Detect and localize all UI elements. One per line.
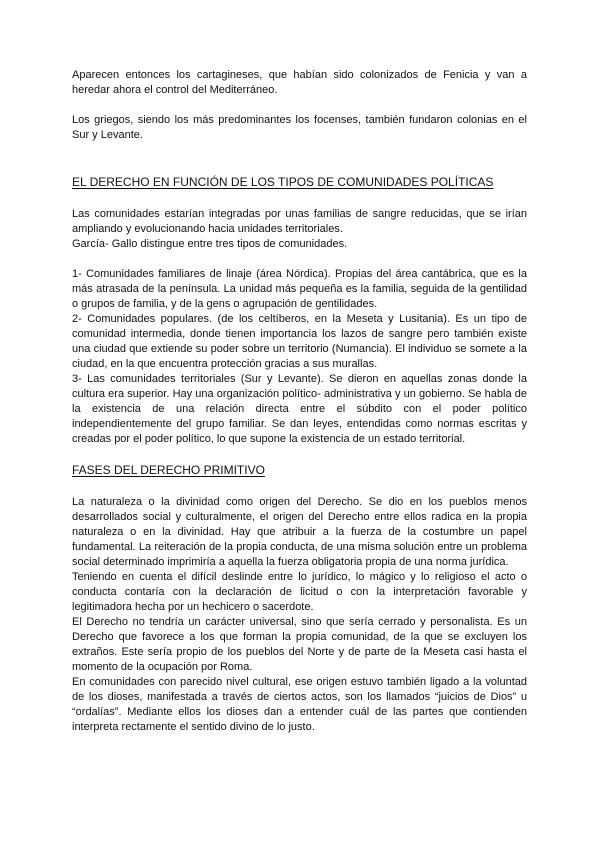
paragraph-naturaleza: La naturaleza o la divinidad como origen del Derecho. Se dio en los pueblos menos desarrollados social y culturalmente, el origen del Derecho entre ellos radica en la propia naturaleza o en la divinidad. Hay que atribuir a la fuerza de la costumbre un papel fundamental. La reiteración de la propia conducta, de una misma solución entre un problema social determinado imprimiría a aquella la fuerza obligatoria propia de una norma jurídica. (72, 496, 527, 568)
paragraph-garcia-gallo: García- Gallo distingue entre tres tipos de comunidades. (72, 238, 348, 250)
paragraph-caracter-universal: El Derecho no tendría un carácter universal, sino que sería cerrado y personalista. Es un Derecho que favorece a los que forman la propia comunidad, de la que se excluyen los extraños. Este sería propio de los pueblos del Norte y de parte de la Meseta casi hasta el momento de la ocupación por Roma. (72, 616, 527, 673)
paragraph-ordalias: En comunidades con parecido nivel cultural, ese origen estuvo también ligado a la voluntad de los dioses, manifestada a través de ciertos actos, son los llamados “juicios de Dios” u “ordalías”. Mediante ellos los dioses dan a entender cuál de las partes que contienden interpreta rectamente el sentido divino de lo justo. (72, 676, 527, 733)
section-heading-comunidades: EL DERECHO EN FUNCIÓN DE LOS TIPOS DE COMUNIDADES POLÍTICAS (72, 175, 494, 189)
paragraph-griegos: Los griegos, siendo los más predominantes los focenses, también fundaron colonias en el Sur y Levante. (72, 114, 527, 141)
list-item-comunidades-familiares: 1- Comunidades familiares de linaje (área Nórdica). Propias del área cantábrica, que es la más atrasada de la península. La unidad más pequeña es la familia, seguida de la gentilidad o grupos de familia, y de la gens o agrupación de gentilidades. (72, 268, 527, 310)
section-heading-fases: FASES DEL DERECHO PRIMITIVO (72, 463, 265, 477)
paragraph-comunidades: Las comunidades estarían integradas por unas familias de sangre reducidas, que se irían ampliando y evolucionando hacia unidades territoriales. (72, 208, 527, 235)
paragraph-cartagineses: Aparecen entonces los cartagineses, que habían sido colonizados de Fenicia y van a heredar ahora el control del Mediterráneo. (72, 69, 527, 96)
list-item-comunidades-territoriales: 3- Las comunidades territoriales (Sur y Levante). Se dieron en aquellas zonas donde la cultura era superior. Hay una organización político- administrativa y un gobierno. Se habla de la existencia de una relación directa entre el súbdito con el poder político independientemente del grupo familiar. Se dan leyes, entendidas como normas escritas y creadas por el poder político, lo que supone la existencia de un estado territorial. (72, 373, 527, 445)
paragraph-deslinde: Teniendo en cuenta el difícil deslinde entre lo jurídico, lo mágico y lo religioso el acto o conducta contaría con la declaración de licitud o con la interpretación favorable y legitimadora hecha por un hechicero o sacerdote. (72, 571, 527, 613)
list-item-comunidades-populares: 2- Comunidades populares. (de los celtíberos, en la Meseta y Lusitania). Es un tipo de comunidad intermedia, donde tienen importancia los lazos de sangre pero también existe una ciudad que extiende su poder sobre un territorio (Numancia). El individuo se somete a la ciudad, en la que encuentra protección gracias a sus murallas. (72, 313, 527, 370)
document-page (72, 68, 527, 735)
